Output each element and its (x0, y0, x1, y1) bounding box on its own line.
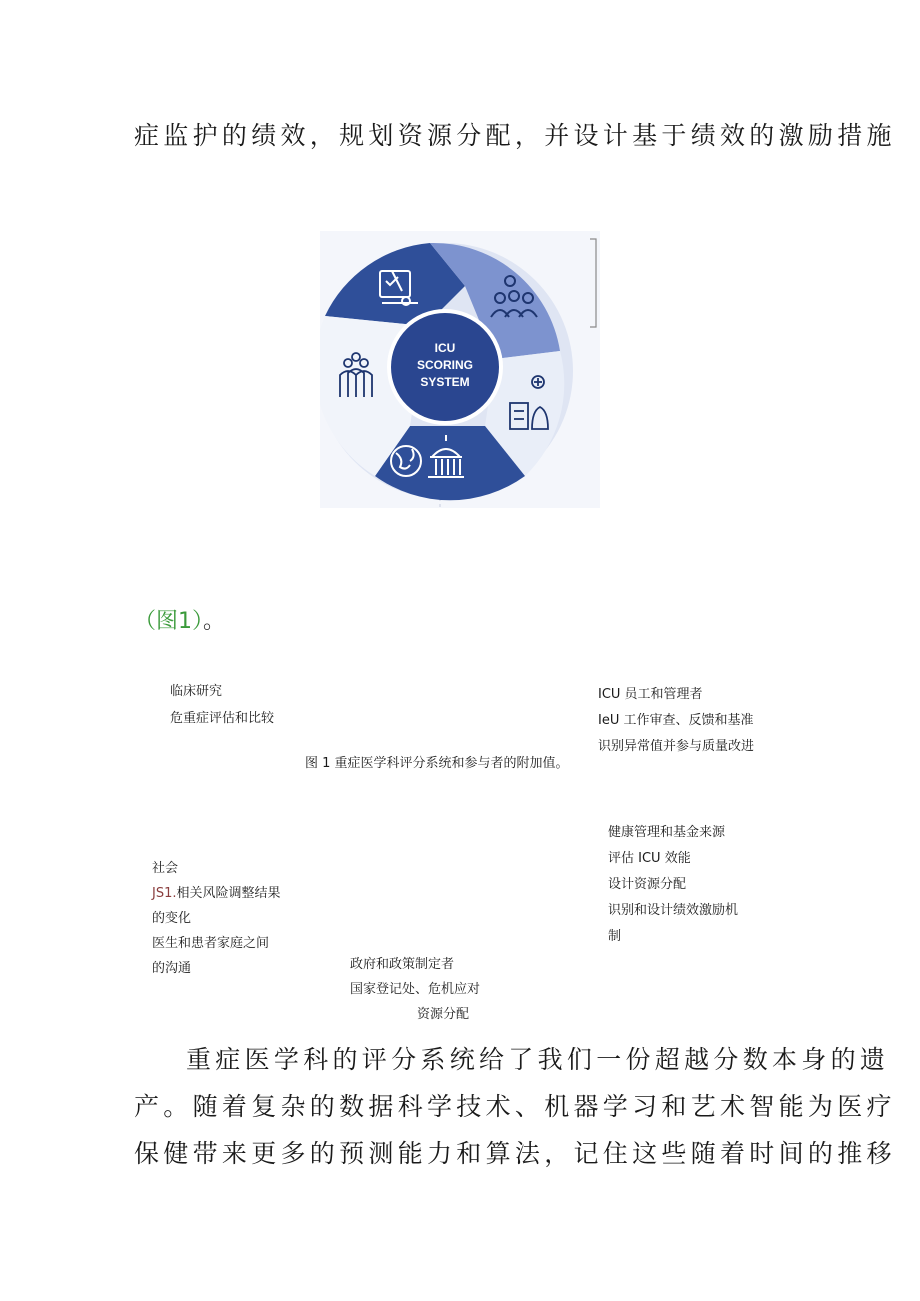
society-item-3: 医生和患者家庭之间 (152, 936, 270, 951)
society-item-1-prefix: JS1. (152, 886, 177, 901)
center-text-1: ICU (434, 341, 456, 355)
society-item-1 (152, 882, 281, 901)
society-item-4: 的沟通 (152, 961, 192, 976)
paragraph-line-2: 产。随着复杂的数据科学技术、机器学习和艺术智能为医疗 (134, 1092, 896, 1121)
clinical-research-title: 临床研究 (170, 684, 223, 699)
health-mgmt-title: 健康管理和基金来源 (608, 825, 726, 840)
body-text-line: 症监护的绩效，规划资源分配，并设计基于绩效的激励措施 (134, 121, 896, 150)
figure-caption: 图 1 重症医学科评分系统和参与者的附加值。 (305, 756, 569, 771)
health-mgmt-item-2: 设计资源分配 (608, 877, 687, 892)
icu-staff-title: ICU 员工和管理者 (598, 687, 703, 702)
society-item-2: 的变化 (152, 911, 192, 926)
health-mgmt-item-1: 评估 ICU 效能 (608, 851, 691, 866)
government-title: 政府和政策制定者 (350, 957, 455, 972)
center-text-3: SYSTEM (420, 375, 470, 389)
icu-scoring-diagram (320, 231, 600, 508)
paragraph-line-3: 保健带来更多的预测能力和算法，记住这些随着时间的推移 (134, 1139, 896, 1168)
clinical-research-item: 危重症评估和比较 (170, 711, 275, 726)
icu-staff-item-1: IeU 工作审查、反馈和基准 (598, 713, 754, 728)
health-mgmt-item-4: 制 (608, 929, 622, 944)
figure-reference-open: （图 (134, 609, 179, 634)
center-text-2: SCORING (416, 358, 474, 372)
figure-reference-end: 。 (203, 609, 226, 634)
icu-staff-item-2: 识别异常值并参与质量改进 (598, 739, 755, 754)
icu-scoring-system-figure (320, 231, 600, 508)
society-item-1-text: 相关风险调整结果 (176, 886, 281, 901)
figure-reference-number: 1 (178, 609, 193, 634)
figure-reference (134, 604, 225, 635)
figure-reference-close: ） (192, 609, 204, 634)
health-mgmt-item-3: 识别和设计绩效激励机 (608, 903, 739, 918)
society-title: 社会 (152, 861, 179, 876)
paragraph-line-1: 重症医学科的评分系统给了我们一份超越分数本身的遗 (186, 1045, 890, 1074)
government-item-2: 资源分配 (417, 1007, 470, 1022)
government-item-1: 国家登记处、危机应对 (350, 982, 481, 997)
